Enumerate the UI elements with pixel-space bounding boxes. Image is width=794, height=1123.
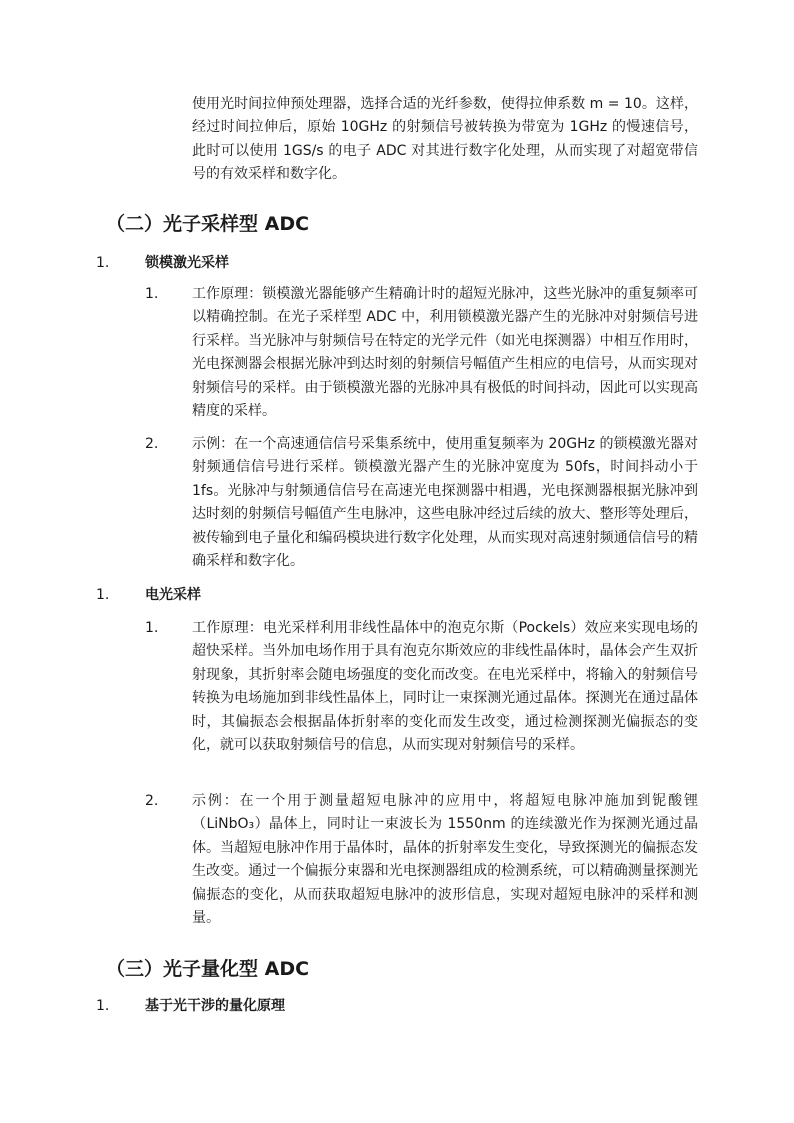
subitem-principle-electro-optic: 工作原理：电光采样利用非线性晶体中的泡克尔斯（Pockels）效应来实现电场的超快采样。当外加电场作用于具有泡克尔斯效应的非线性晶体时，晶体会产生双折射现象，其折射率会随电场强度的变化而改变。在电光采样中，将输入的射频信号转换为电场施加到非线性晶体上，同时让一束探测光通过晶体。探测光在通过晶体时，其偏振态会根据晶体折射率的变化而发生改变，通过检测探测光偏振态的变化，就可以获取射频信号的信息，从而实现对射频信号的采样。 bbox=[192, 620, 698, 754]
sub-list-number: 1. bbox=[145, 620, 159, 636]
list-number: 1. bbox=[96, 255, 110, 271]
section-heading-photonic-quantization-adc: （三）光子量化型 ADC bbox=[106, 958, 310, 980]
subitem-example-mode-locked: 示例：在一个高速通信信号采集系统中，使用重复频率为 20GHz 的锁模激光器对射频通信信号进行采样。锁模激光器产生的光脉冲宽度为 50fs，时间抖动小于 1fs。光脉冲与射频通信信号在高速光电探测器中相遇，光电探测器根据光脉冲到达时刻的射频信号幅值产生电脉冲，这些电脉冲经过后续的放大、整形等处理后，被传输到电子量化和编码模块进行数字化处理，从而实现对高速射频通信信号的精确采样和数字化。 bbox=[192, 436, 698, 570]
sub-list-number: 1. bbox=[145, 286, 159, 302]
item-title-mode-locked-laser-sampling: 锁模激光采样 bbox=[145, 255, 229, 271]
list-number: 1. bbox=[96, 998, 110, 1014]
list-number: 1. bbox=[96, 587, 110, 603]
sub-list-number: 2. bbox=[145, 793, 159, 809]
sub-list-number: 2. bbox=[145, 436, 159, 452]
subitem-principle-mode-locked: 工作原理：锁模激光器能够产生精确计时的超短光脉冲，这些光脉冲的重复频率可以精确控制。在光子采样型 ADC 中，利用锁模激光器产生的光脉冲对射频信号进行采样。当光脉冲与射频信号在特定的光学元件（如光电探测器）中相互作用时，光电探测器会根据光脉冲到达时刻的射频信号幅值产生相应的电信号，从而实现对射频信号的采样。由于锁模激光器的光脉冲具有极低的时间抖动，因此可以实现高精度的采样。 bbox=[192, 286, 698, 420]
section-heading-photonic-sampling-adc: （二）光子采样型 ADC bbox=[106, 213, 310, 235]
subitem-example-electro-optic: 示例：在一个用于测量超短电脉冲的应用中，将超短电脉冲施加到铌酸锂（LiNbO₃）晶体上，同时让一束波长为 1550nm 的连续激光作为探测光通过晶体。当超短电脉冲作用于晶体时，晶体的折射率发生变化，导致探测光的偏振态发生改变。通过一个偏振分束器和光电探测器组成的检测系统，可以精确测量探测光偏振态的变化，从而获取超短电脉冲的波形信息，实现对超短电脉冲的采样和测量。 bbox=[192, 793, 698, 927]
intro-paragraph: 使用光时间拉伸预处理器，选择合适的光纤参数，使得拉伸系数 m = 10。这样，经过时间拉伸后，原始 10GHz 的射频信号被转换为带宽为 1GHz 的慢速信号，此时可以使用 1GS/s 的电子 ADC 对其进行数字化处理，从而实现了对超宽带信号的有效采样和数字化。 bbox=[192, 96, 698, 183]
item-title-electro-optic-sampling: 电光采样 bbox=[145, 587, 201, 603]
item-title-interference-quantization: 基于光干涉的量化原理 bbox=[145, 998, 285, 1014]
